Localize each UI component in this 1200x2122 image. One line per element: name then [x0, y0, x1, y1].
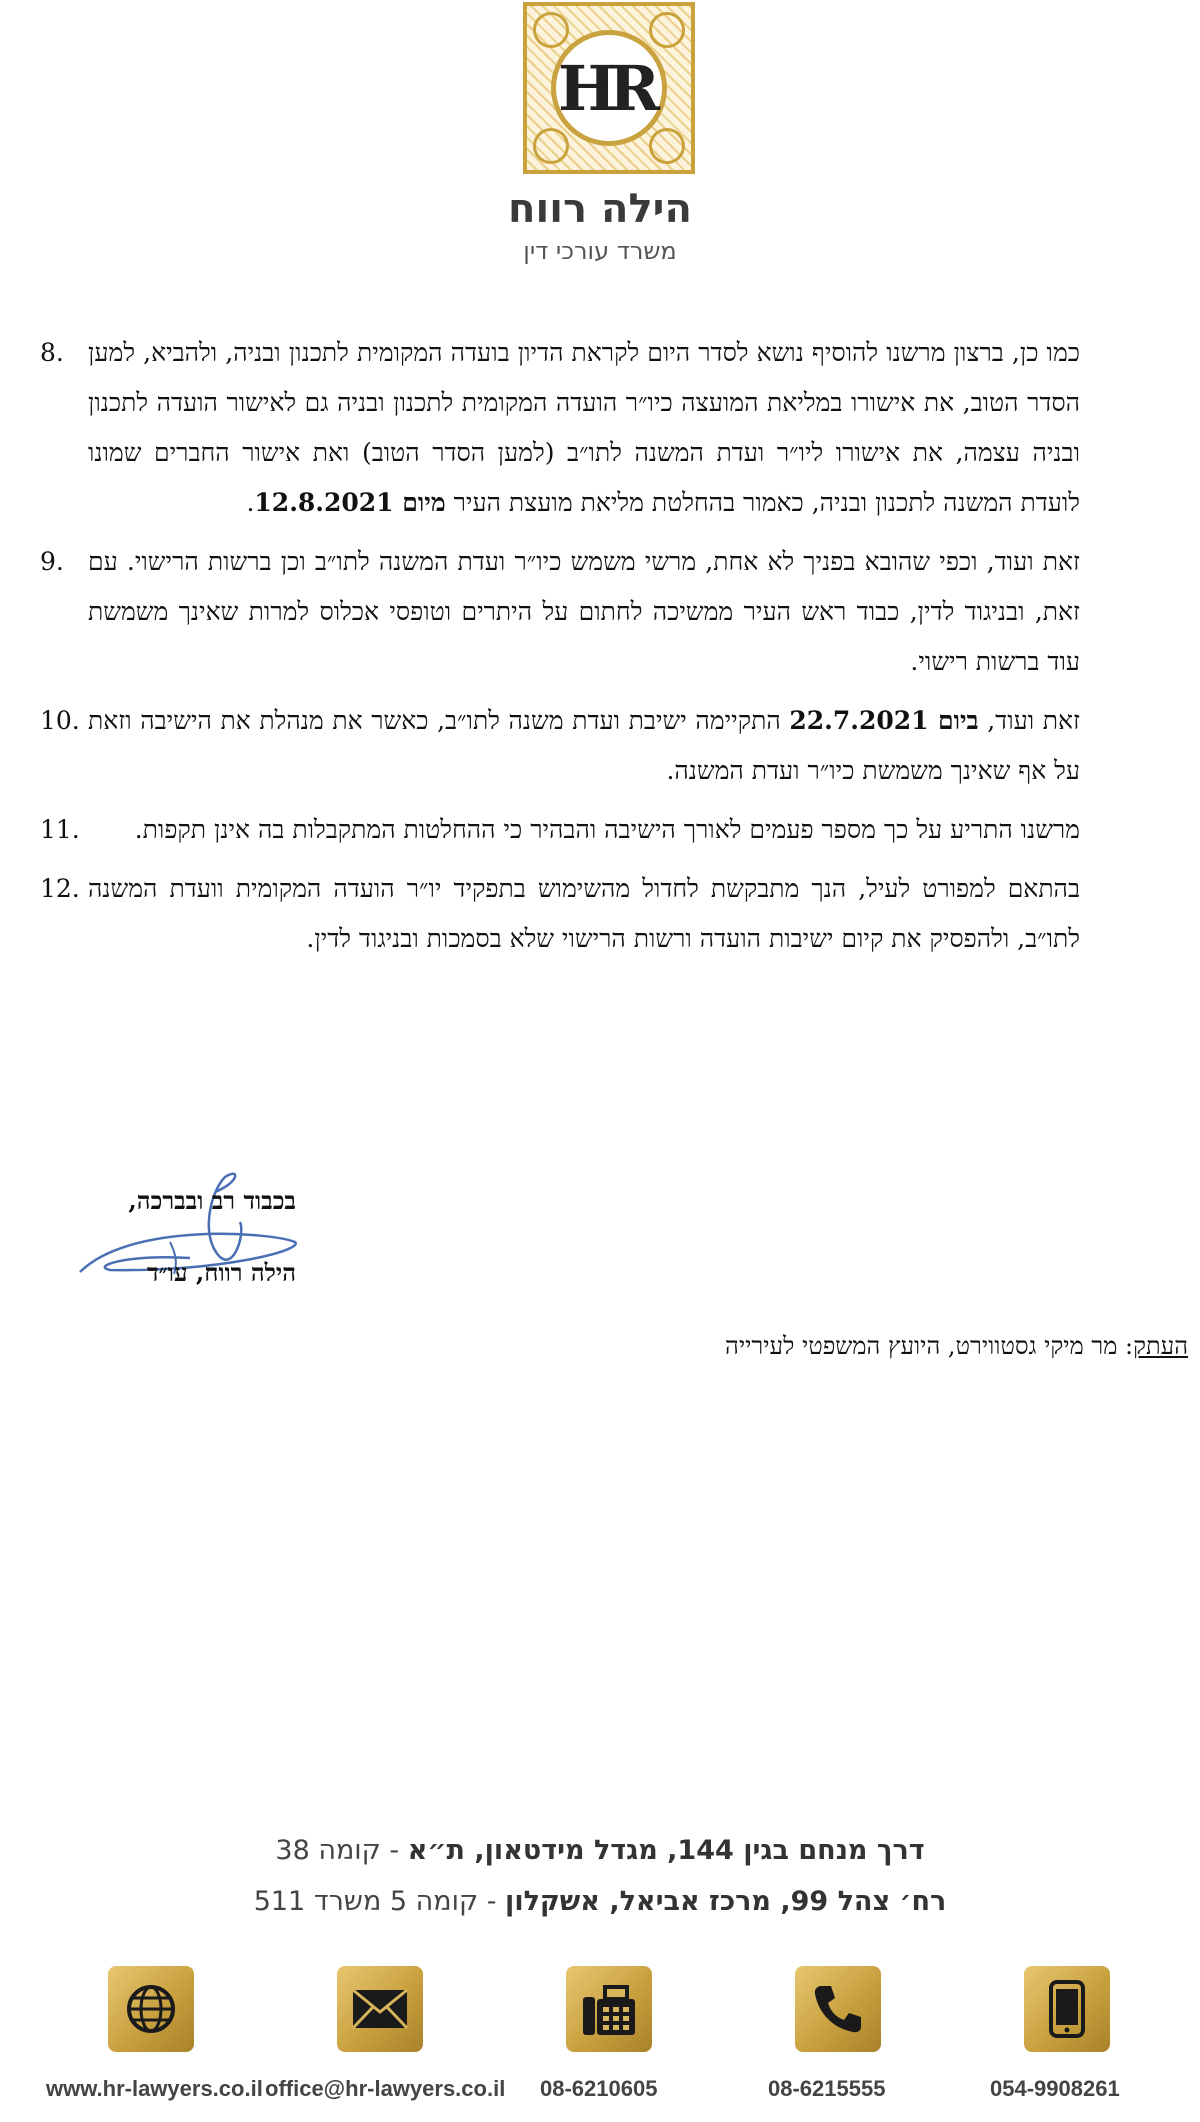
list-item: [40, 537, 1080, 687]
fax-icon: [566, 1966, 652, 2052]
paragraph-text: זאת ועוד, וכפי שהובא בפניך לא אחת, מרשי משמש כיו״ר ועדת המשנה לתו״ב וכן ברשות הרישוי. עם זאת, ובניגוד לדין, כבוד ראש העיר ממשיכה לחתום על היתרים וטופסי אכלוס למרות שאינך משמשת עוד ברשות רישוי.: [88, 547, 1080, 676]
cc-label: העתק: [1133, 1332, 1188, 1360]
paragraph-text: זאת ועוד, ביום 22.7.2021 התקיימה ישיבת ועדת משנה לתו״ב, כאשר את מנהלת את הישיבה וזאת על אף שאינך משמשת כיו״ר ועדת המשנה.: [88, 706, 1080, 785]
address-tel-aviv: דרך מנחם בגין 144, מגדל מידטאון, ת״א - קומה 38: [275, 1835, 925, 1866]
ornament-corner: [533, 128, 569, 164]
ornament-corner: [649, 128, 685, 164]
paragraph-text: בהתאם למפורט לעיל, הנך מתבקשת לחדול מהשימוש בתפקיד יו״ר הועדה המקומית וועדת המשנה לתו״ב, ולהפסיק את קיום ישיבות הועדה ורשות הרישוי שלא בסמכות ובניגוד לדין.: [88, 874, 1080, 953]
mobile-number[interactable]: 054-9908261: [990, 2076, 1120, 2101]
phone-icon: [795, 1966, 881, 2052]
paragraph-text: כמו כן, ברצון מרשנו להוסיף נושא לסדר היום לקראת הדיון בועדה המקומית לתכנון ובניה, ולהביא, למען הסדר הטוב, את אישורו במליאת המועצה כיו״ר הועדה המקומית לתכנון ובניה גם לאישור הועדה לתכנון ובניה עצמה, את אישורו ליו״ר ועדת המשנה לתו״ב (למען הסדר הטוב) ואת אישור החברים שמונו לועדת המשנה לתכנון ובניה, כאמור בהחלטת מליאת מועצת העיר מיום 12.8.2021.: [88, 338, 1080, 517]
signer-name: הילה רווח, עו״ד: [147, 1258, 296, 1287]
website-link[interactable]: www.hr-lawyers.co.il: [46, 2076, 263, 2101]
list-item: [40, 328, 1080, 528]
mobile-icon: [1024, 1966, 1110, 2052]
paragraph-number: 9.: [40, 547, 64, 576]
email-link[interactable]: office@hr-lawyers.co.il: [265, 2076, 506, 2101]
ornament-corner: [533, 12, 569, 48]
address-ashkelon: רח׳ צהל 99, מרכז אביאל, אשקלון - קומה 5 משרד 511: [253, 1886, 947, 1917]
paragraph-number: 8.: [40, 338, 64, 367]
list-item: [40, 864, 1080, 964]
firm-subtitle: משרד עורכי דין: [523, 237, 677, 265]
list-item: [40, 805, 1080, 855]
paragraph-number: 10.: [40, 706, 80, 735]
letter-body: [40, 328, 1080, 973]
logo-circle: [551, 30, 667, 146]
cc-line: [0, 1332, 1188, 1361]
logo-monogram: HR: [557, 51, 653, 125]
globe-icon: [108, 1966, 194, 2052]
fax-number: 08-6210605: [540, 2076, 658, 2101]
phone-number[interactable]: 08-6215555: [768, 2076, 886, 2101]
paragraph-number: 12.: [40, 874, 80, 903]
ornament-corner: [649, 12, 685, 48]
list-item: [40, 696, 1080, 796]
paragraph-number: 11.: [40, 815, 80, 844]
cc-recipient: : מר מיקי גסטווירט, היועץ המשפטי לעירייה: [725, 1332, 1134, 1360]
firm-name: הילה רווח: [508, 186, 692, 232]
envelope-icon: [337, 1966, 423, 2052]
closing-line: בכבוד רב ובברכה,: [128, 1186, 296, 1215]
paragraph-text: מרשנו התריע על כך מספר פעמים לאורך הישיבה והבהיר כי ההחלטות המתקבלות בה אינן תקפות.: [134, 815, 1080, 844]
firm-logo: [523, 2, 695, 174]
